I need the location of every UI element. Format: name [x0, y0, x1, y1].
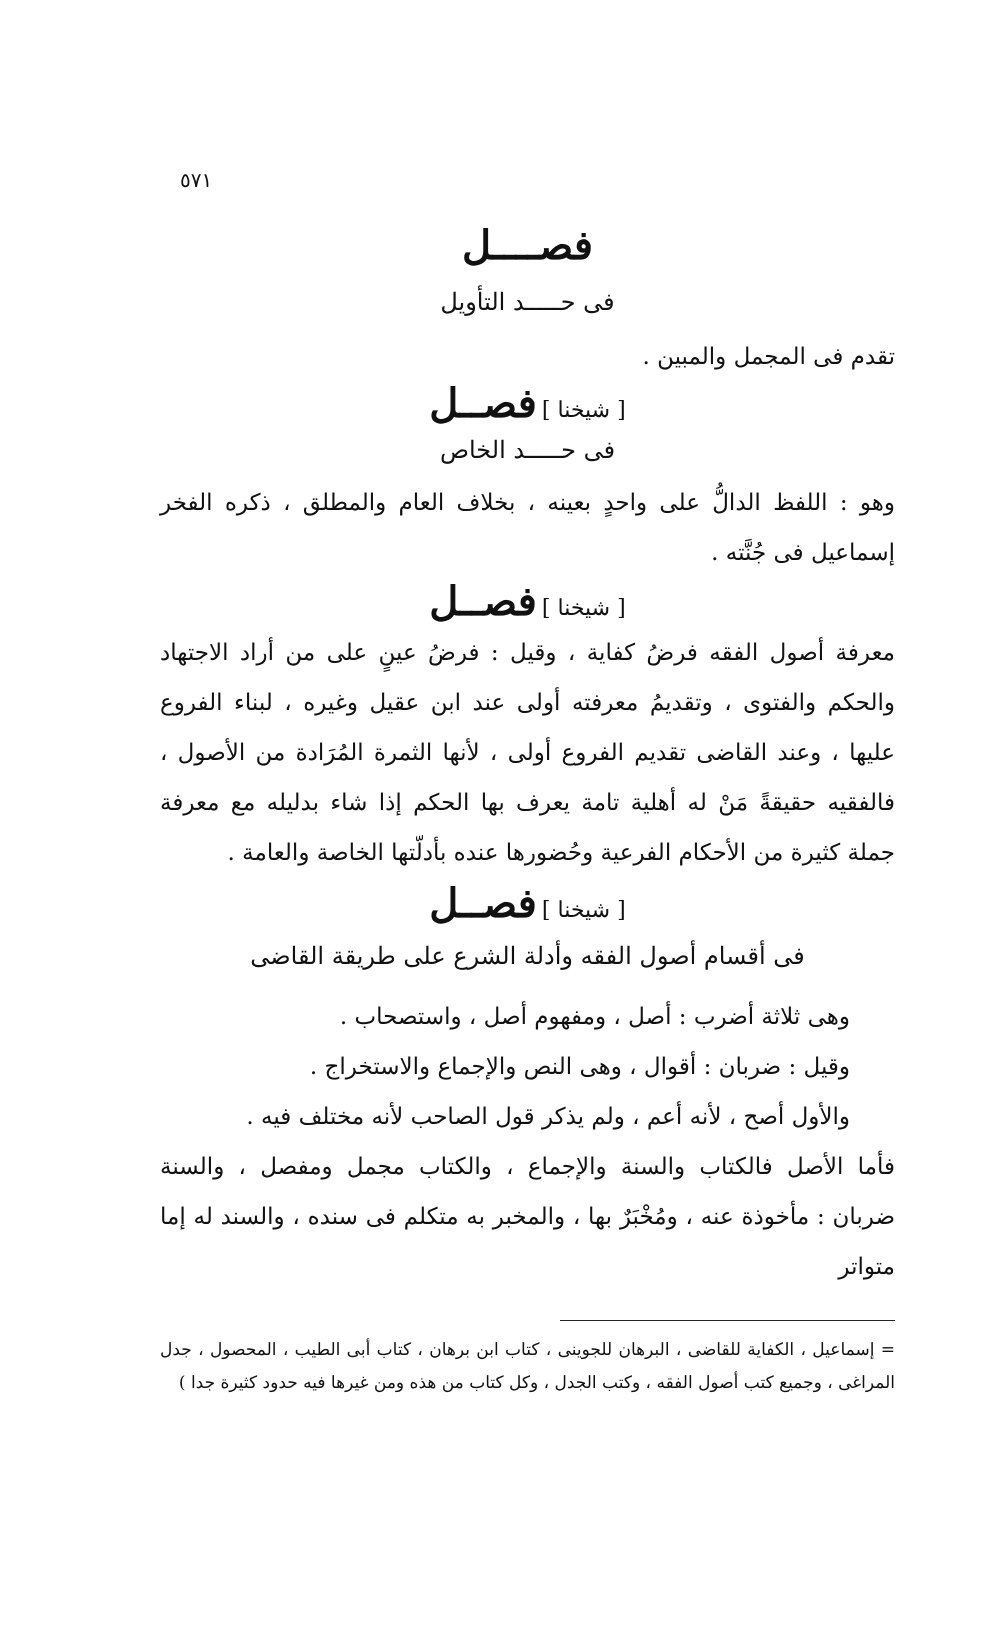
section-1-subheading: فى حـــــد التأويل: [440, 288, 615, 316]
section-1-subheading-wrap: [160, 288, 895, 316]
section-2-label: [ شيخنا ]: [541, 398, 626, 423]
section-2-heading: [160, 380, 895, 427]
section-4-line-1: وهى ثلاثة أضرب : أصل ، ومفهوم أصل ، واستصحاب .: [339, 1004, 850, 1030]
section-4-label: [ شيخنا ]: [541, 898, 626, 923]
section-3-heading: [160, 578, 895, 625]
section-3-label: [ شيخنا ]: [541, 596, 626, 621]
section-2-subheading: فى حـــــد الخاص: [439, 436, 616, 464]
fasl-heading: فصــل: [429, 380, 537, 427]
section-4-paragraph: فأما الأصل فالكتاب والسنة والإجماع ، والكتاب مجمل ومفصل ، والسنة ضربان : مأخوذة عنه ، ومُخْبَرٌ بها ، والمخبر به متكلم فى سنده ، والسند له إما متواتر: [160, 1154, 895, 1280]
section-4-subheading: فى أقسام أصول الفقه وأدلة الشرع على طريقة القاضى: [250, 942, 805, 970]
section-1-text: تقدم فى المجمل والمبين .: [642, 344, 895, 370]
section-4-line-2: وقيل : ضربان : أقوال ، وهى النص والإجماع والاستخراج .: [309, 1054, 850, 1080]
page-number: ٥٧١: [180, 168, 213, 192]
footnote-divider: [560, 1320, 895, 1321]
section-3-text: معرفة أصول الفقه فرضُ كفاية ، وقيل : فرضُ عينٍ على من أراد الاجتهاد والحكم والفتوى ، وتقديمُ معرفته أولى عند ابن عقيل وغيره ، لبناء الفروع عليها ، وعند القاضى تقديم الفروع أولى ، لأنها الثمرة المُرَادة من الأصول ، فالفقيه حقيقةً مَنْ له أهلية تامة يعرف بها الحكم إذا شاء بدليله مع معرفة جملة كثيرة من الأحكام الفرعية وحُضورها عنده بأدلّتها الخاصة والعامة .: [160, 640, 895, 866]
section-4-line-3: والأول أصح ، لأنه أعم ، ولم يذكر قول الصاحب لأنه مختلف فيه .: [246, 1104, 850, 1130]
section-1-heading: [160, 222, 895, 269]
fasl-heading: فصــل: [429, 880, 537, 927]
section-4-heading: [160, 880, 895, 927]
fasl-heading: فصــــل: [462, 222, 593, 269]
section-4-subheading-wrap: [160, 942, 895, 970]
fasl-heading: فصــل: [429, 578, 537, 625]
section-2-subheading-wrap: [160, 436, 895, 464]
section-2-text: وهو : اللفظ الدالُّ على واحدٍ بعينه ، بخلاف العام والمطلق ، ذكره الفخر إسماعيل فى جُنَّته .: [160, 490, 895, 566]
footnote: = إسماعيل ، الكفاية للقاضى ، البرهان للجوينى ، كتاب ابن برهان ، كتاب أبى الطيب ، المحصول ، جدل المراغى ، وجميع كتب أصول الفقه ، وكتب الجدل ، وكل كتاب من هذه ومن غيرها فيه حدود كثيرة جدا ): [160, 1340, 895, 1393]
